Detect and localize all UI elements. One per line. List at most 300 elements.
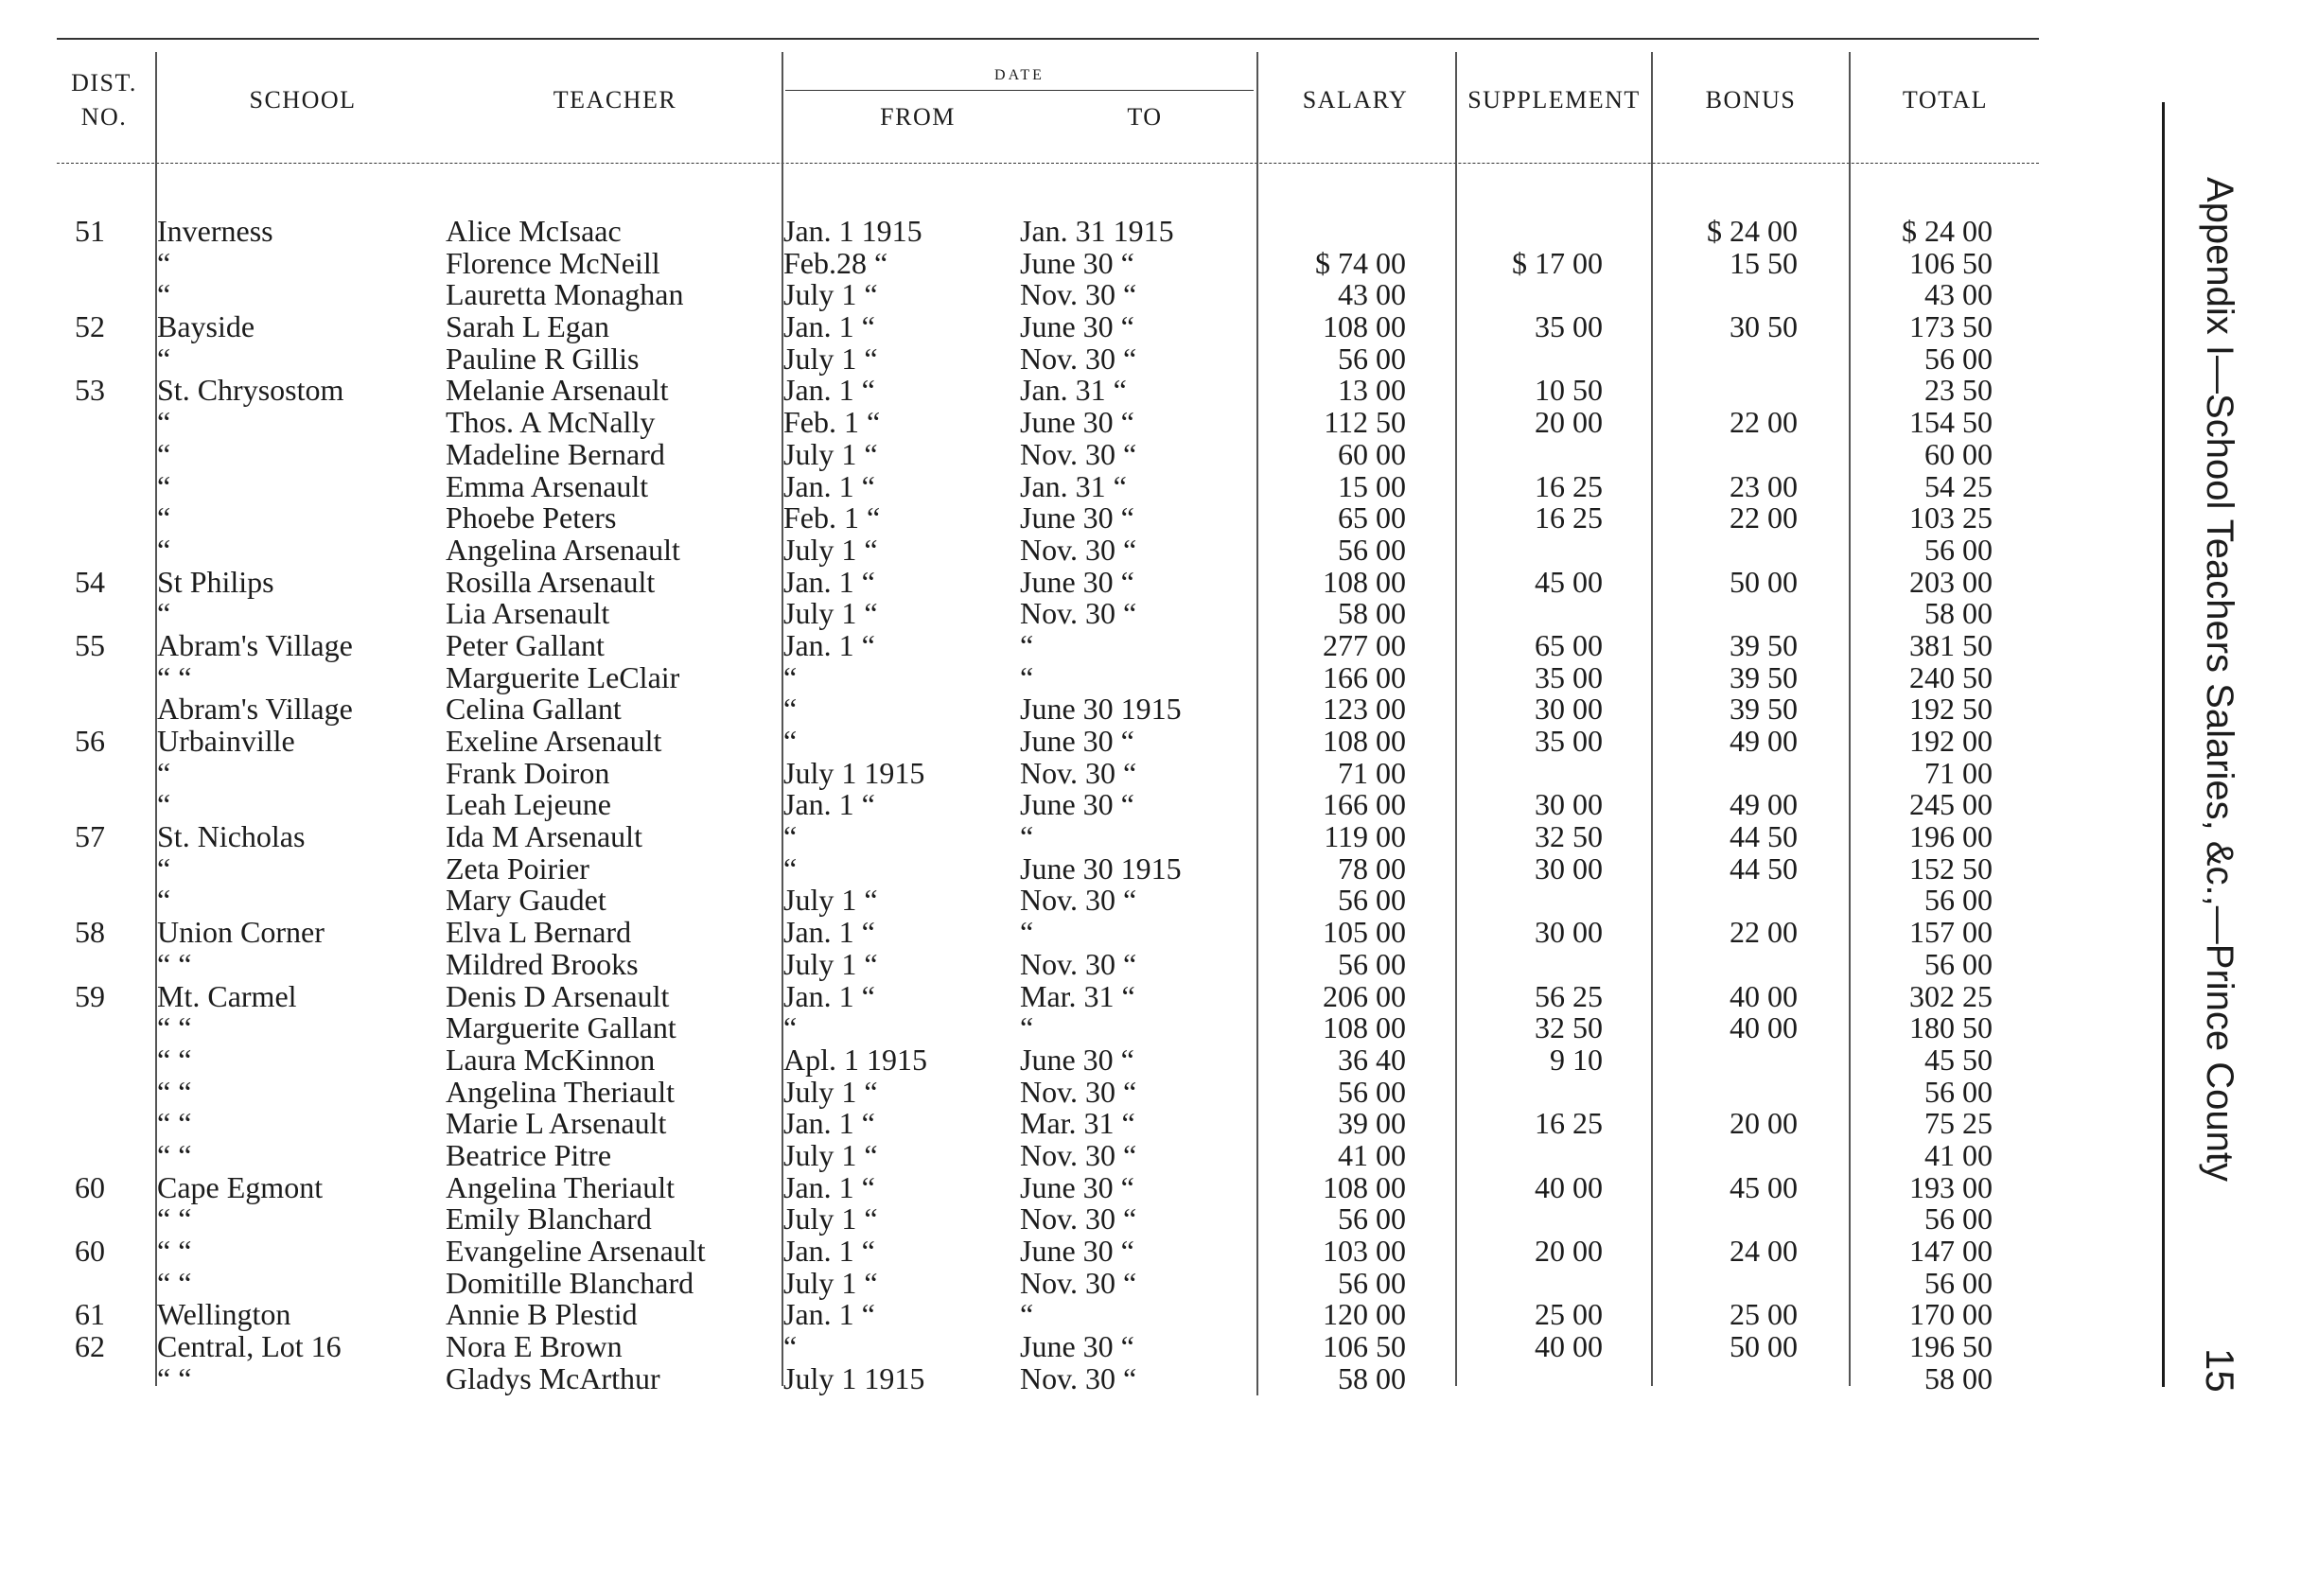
table-row [0,216,2301,248]
teacher-name: Leah Lejeune [446,787,611,822]
date-from: July 1 1915 [783,755,925,790]
salary-amount: 36 40 [1338,1042,1406,1077]
bonus-amount: 45 00 [1730,1169,1798,1204]
salary-amount: 105 00 [1323,915,1406,950]
header-school: SCHOOL [249,86,357,114]
salary-amount: 71 00 [1338,755,1406,790]
supplement-amount: 10 50 [1535,373,1603,408]
total-amount: 58 00 [1924,596,1993,631]
supplement-amount: 30 00 [1535,915,1603,950]
school-name: “ “ [157,1360,192,1395]
salary-amount: 56 00 [1338,341,1406,376]
bonus-amount: 49 00 [1730,724,1798,758]
table-row [0,853,2301,886]
date-to: June 30 1915 [1020,692,1182,727]
date-from: “ [783,659,798,694]
total-amount: 170 00 [1909,1297,1993,1332]
school-name: “ “ [157,1137,192,1172]
teacher-name: Denis D Arsenault [446,978,670,1013]
teacher-name: Madeline Bernard [446,436,665,471]
salary-table-body [0,216,2301,1394]
district-number: 54 [75,564,105,599]
teacher-name: Phoebe Peters [446,500,617,535]
total-amount: 43 00 [1924,277,1993,312]
school-name: Urbainville [157,724,295,758]
teacher-name: Elva L Bernard [446,915,632,950]
date-to: “ [1020,659,1034,694]
district-number: 61 [75,1297,105,1332]
date-to: Nov. 30 “ [1020,1074,1137,1109]
total-amount: 152 50 [1909,851,1993,886]
school-name: Bayside [157,309,255,344]
teacher-name: Marguerite LeClair [446,659,680,694]
school-name: St Philips [157,564,274,599]
supplement-amount: 30 00 [1535,851,1603,886]
supplement-amount: 32 50 [1535,1010,1603,1045]
date-to: Jan. 31 “ [1020,373,1127,408]
salary-amount: 108 00 [1323,724,1406,758]
date-to: Nov. 30 “ [1020,436,1137,471]
date-from: “ [783,851,798,886]
bonus-amount: 25 00 [1730,1297,1798,1332]
total-amount: 192 00 [1909,724,1993,758]
salary-amount: 41 00 [1338,1137,1406,1172]
table-row [0,343,2301,376]
teacher-name: Nora E Brown [446,1329,623,1364]
date-to: June 30 “ [1020,1234,1134,1268]
salary-amount: 56 00 [1338,1265,1406,1300]
total-amount: 103 25 [1909,500,1993,535]
supplement-amount: 35 00 [1535,309,1603,344]
supplement-amount: 20 00 [1535,1234,1603,1268]
salary-amount: 103 00 [1323,1234,1406,1268]
school-name: “ [157,532,171,567]
salary-amount: 108 00 [1323,1010,1406,1045]
table-row [0,245,2301,280]
teacher-name: Marie L Arsenault [446,1106,667,1141]
supplement-amount: 40 00 [1535,1169,1603,1204]
table-row [0,1169,2301,1204]
table-row [0,978,2301,1013]
school-name: Abram's Village [157,692,353,727]
total-amount: 23 50 [1924,373,1993,408]
date-from: Jan. 1 “ [783,309,875,344]
header-from: FROM [880,103,956,131]
header-bottom-rule [57,163,2039,164]
table-row [0,627,2301,662]
table-row [0,1236,2301,1268]
total-amount: 147 00 [1909,1234,1993,1268]
teacher-name: Pauline R Gillis [446,341,640,376]
total-amount: 203 00 [1909,564,1993,599]
date-to: Nov. 30 “ [1020,1201,1137,1236]
teacher-name: Laura McKinnon [446,1042,656,1077]
date-from: Jan. 1 “ [783,564,875,599]
bonus-amount: 44 50 [1730,851,1798,886]
supplement-amount: 45 00 [1535,564,1603,599]
school-name: “ “ [157,1234,192,1268]
bonus-amount: 22 00 [1730,405,1798,440]
date-to: June 30 1915 [1020,851,1182,886]
supplement-amount: 35 00 [1535,659,1603,694]
date-to: “ [1020,1297,1034,1332]
district-number: 59 [75,978,105,1013]
salary-amount: 119 00 [1324,819,1406,854]
bonus-amount: 39 50 [1730,692,1798,727]
bonus-amount: 39 50 [1730,627,1798,662]
salary-amount: 277 00 [1323,627,1406,662]
date-to: June 30 “ [1020,1042,1134,1077]
date-to: June 30 “ [1020,309,1134,344]
salary-amount: 56 00 [1338,532,1406,567]
table-row [0,755,2301,790]
school-name: “ “ [157,1201,192,1236]
date-from: Jan. 1 1915 [783,214,922,248]
table-row [0,1137,2301,1172]
date-to: “ [1020,819,1034,854]
supplement-amount: 20 00 [1535,405,1603,440]
bonus-amount: 49 00 [1730,787,1798,822]
teacher-name: Marguerite Gallant [446,1010,676,1045]
total-amount: 56 00 [1924,946,1993,981]
table-row [0,407,2301,439]
district-number: 57 [75,819,105,854]
school-name: Union Corner [157,915,325,950]
date-from: July 1 “ [783,1201,878,1236]
header-date: DATE [994,67,1045,83]
supplement-amount: 16 25 [1535,468,1603,503]
district-number: 60 [75,1234,105,1268]
bonus-amount: 24 00 [1730,1234,1798,1268]
date-from: Feb. 1 “ [783,405,881,440]
total-amount: 54 25 [1924,468,1993,503]
side-title: Appendix I—School Teachers Salaries, &c.,—Prince County [2199,177,2240,1183]
school-name: “ “ [157,1010,192,1045]
teacher-name: Emma Arsenault [446,468,649,503]
table-row [0,1044,2301,1077]
date-from: Jan. 1 “ [783,1169,875,1204]
school-name: Abram's Village [157,627,353,662]
total-amount: 196 50 [1909,1329,1993,1364]
bonus-amount: 23 00 [1730,468,1798,503]
bonus-amount: 39 50 [1730,659,1798,694]
date-to: Nov. 30 “ [1020,341,1137,376]
table-row [0,279,2301,311]
date-from: July 1 “ [783,1074,878,1109]
salary-amount: 56 00 [1338,946,1406,981]
header-salary: SALARY [1302,86,1409,114]
salary-amount: 206 00 [1323,978,1406,1013]
date-from: July 1 “ [783,341,878,376]
table-row [0,726,2301,758]
salary-amount: 166 00 [1323,787,1406,822]
table-row [0,1074,2301,1109]
table-row [0,821,2301,853]
school-name: “ “ [157,1265,192,1300]
school-name: “ “ [157,1042,192,1077]
school-name: “ [157,341,171,376]
district-number: 60 [75,1169,105,1204]
school-name: Wellington [157,1297,291,1332]
date-to: Mar. 31 “ [1020,978,1135,1013]
salary-amount: 108 00 [1323,564,1406,599]
date-from: July 1 “ [783,946,878,981]
date-to: June 30 “ [1020,500,1134,535]
date-to: Nov. 30 “ [1020,1137,1137,1172]
table-row [0,693,2301,726]
supplement-amount: $ 17 00 [1512,245,1603,280]
date-from: “ [783,1010,798,1045]
table-row [0,659,2301,694]
teacher-name: Mildred Brooks [446,946,639,981]
school-name: Inverness [157,214,273,248]
teacher-name: Lauretta Monaghan [446,277,684,312]
school-name: Mt. Carmel [157,978,297,1013]
salary-amount: 166 00 [1323,659,1406,694]
teacher-name: Angelina Theriault [446,1074,675,1109]
date-to: Nov. 30 “ [1020,532,1137,567]
salary-amount: 58 00 [1338,596,1406,631]
date-to: Nov. 30 “ [1020,1360,1137,1395]
salary-amount: 13 00 [1338,373,1406,408]
date-from: Jan. 1 “ [783,915,875,950]
date-from: July 1 “ [783,436,878,471]
teacher-name: Ida M Arsenault [446,819,642,854]
teacher-name: Celina Gallant [446,692,622,727]
total-amount: 71 00 [1924,755,1993,790]
table-row [0,917,2301,949]
salary-amount: 43 00 [1338,277,1406,312]
date-to: June 30 “ [1020,564,1134,599]
total-amount: 180 50 [1909,1010,1993,1045]
supplement-amount: 32 50 [1535,819,1603,854]
school-name: “ [157,500,171,535]
district-number: 56 [75,724,105,758]
date-from: Jan. 1 “ [783,1297,875,1332]
date-to: Jan. 31 1915 [1020,214,1174,248]
page-number: 15 [2198,1348,2242,1393]
supplement-amount: 16 25 [1535,1106,1603,1141]
header-total: TOTAL [1902,86,1989,114]
bonus-amount: 40 00 [1730,978,1798,1013]
teacher-name: Angelina Arsenault [446,532,680,567]
supplement-amount: 30 00 [1535,692,1603,727]
date-from: “ [783,724,798,758]
district-number: 52 [75,309,105,344]
total-amount: $ 24 00 [1902,214,1993,248]
table-row [0,502,2301,535]
date-to: June 30 “ [1020,724,1134,758]
total-amount: 56 00 [1924,1265,1993,1300]
school-name: “ [157,596,171,631]
salary-amount: 106 50 [1323,1329,1406,1364]
total-amount: 45 50 [1924,1042,1993,1077]
date-to: Nov. 30 “ [1020,946,1137,981]
bonus-amount: 30 50 [1730,309,1798,344]
total-amount: 173 50 [1909,309,1993,344]
date-from: July 1 “ [783,883,878,918]
table-row [0,1360,2301,1395]
date-to: Nov. 30 “ [1020,755,1137,790]
supplement-amount: 30 00 [1535,787,1603,822]
total-amount: 240 50 [1909,659,1993,694]
teacher-name: Exeline Arsenault [446,724,662,758]
date-to: “ [1020,627,1034,662]
teacher-name: Thos. A McNally [446,405,656,440]
total-amount: 56 00 [1924,1074,1993,1109]
side-rule [2162,102,2165,1387]
teacher-name: Mary Gaudet [446,883,606,918]
total-amount: 58 00 [1924,1360,1993,1395]
school-name: “ [157,405,171,440]
supplement-amount: 25 00 [1535,1297,1603,1332]
date-from: “ [783,692,798,727]
date-from: July 1 “ [783,1265,878,1300]
supplement-amount: 40 00 [1535,1329,1603,1364]
total-amount: 60 00 [1924,436,1993,471]
header-bonus: BONUS [1705,86,1797,114]
school-name: Cape Egmont [157,1169,324,1204]
date-from: July 1 “ [783,532,878,567]
date-to: Nov. 30 “ [1020,883,1137,918]
bonus-amount: $ 24 00 [1707,214,1798,248]
salary-amount: $ 74 00 [1315,245,1406,280]
date-to: Mar. 31 “ [1020,1106,1135,1141]
table-row [0,885,2301,917]
salary-amount: 60 00 [1338,436,1406,471]
date-from: Jan. 1 “ [783,468,875,503]
date-to: Jan. 31 “ [1020,468,1127,503]
school-name: “ [157,787,171,822]
teacher-name: Frank Doiron [446,755,610,790]
total-amount: 56 00 [1924,883,1993,918]
date-from: Feb.28 “ [783,245,888,280]
date-from: Jan. 1 “ [783,787,875,822]
date-from: Jan. 1 “ [783,373,875,408]
header-dist-no: DIST. NO. [71,69,137,131]
teacher-name: Angelina Theriault [446,1169,675,1204]
table-row [0,375,2301,407]
school-name: “ [157,468,171,503]
school-name: St. Chrysostom [157,373,344,408]
teacher-name: Beatrice Pitre [446,1137,612,1172]
salary-amount: 58 00 [1338,1360,1406,1395]
table-row [0,468,2301,503]
table-row [0,1012,2301,1044]
teacher-name: Emily Blanchard [446,1201,652,1236]
bonus-amount: 40 00 [1730,1010,1798,1045]
total-amount: 381 50 [1909,627,1993,662]
salary-amount: 108 00 [1323,1169,1406,1204]
date-to: Nov. 30 “ [1020,1265,1137,1300]
table-row [0,598,2301,630]
date-from: “ [783,819,798,854]
school-name: “ [157,436,171,471]
date-from: Feb. 1 “ [783,500,881,535]
school-name: “ [157,851,171,886]
district-number: 62 [75,1329,105,1364]
supplement-amount: 56 25 [1535,978,1603,1013]
table-row [0,946,2301,981]
school-name: “ “ [157,946,192,981]
teacher-name: Alice McIsaac [446,214,622,248]
header-teacher: TEACHER [553,86,677,114]
table-row [0,436,2301,471]
date-to: Nov. 30 “ [1020,596,1137,631]
teacher-name: Melanie Arsenault [446,373,669,408]
district-number: 53 [75,373,105,408]
date-from: Jan. 1 “ [783,627,875,662]
teacher-name: Lia Arsenault [446,596,610,631]
supplement-amount: 35 00 [1535,724,1603,758]
table-row [0,564,2301,599]
date-from: July 1 1915 [783,1360,925,1395]
school-name: “ [157,755,171,790]
date-to: June 30 “ [1020,245,1134,280]
school-name: “ [157,245,171,280]
top-rule [57,38,2039,40]
teacher-name: Rosilla Arsenault [446,564,656,599]
salary-amount: 123 00 [1323,692,1406,727]
date-from: “ [783,1329,798,1364]
total-amount: 56 00 [1924,532,1993,567]
table-row [0,1203,2301,1236]
school-name: “ “ [157,1074,192,1109]
date-to: June 30 “ [1020,1329,1134,1364]
salary-amount: 56 00 [1338,883,1406,918]
school-name: St. Nicholas [157,819,306,854]
salary-amount: 65 00 [1338,500,1406,535]
school-name: Central, Lot 16 [157,1329,342,1364]
salary-amount: 15 00 [1338,468,1406,503]
total-amount: 302 25 [1909,978,1993,1013]
total-amount: 75 25 [1924,1106,1993,1141]
school-name: “ “ [157,659,192,694]
teacher-name: Evangeline Arsenault [446,1234,706,1268]
teacher-name: Annie B Plestid [446,1297,638,1332]
total-amount: 245 00 [1909,787,1993,822]
bonus-amount: 22 00 [1730,500,1798,535]
header-supplement: SUPPLEMENT [1467,86,1641,114]
total-amount: 193 00 [1909,1169,1993,1204]
date-from: Jan. 1 “ [783,1106,875,1141]
date-to: “ [1020,915,1034,950]
table-row [0,1265,2301,1300]
school-name: “ “ [157,1106,192,1141]
table-row [0,1299,2301,1331]
supplement-amount: 65 00 [1535,627,1603,662]
date-from: Jan. 1 “ [783,978,875,1013]
bonus-amount: 50 00 [1730,564,1798,599]
bonus-amount: 20 00 [1730,1106,1798,1141]
date-from: July 1 “ [783,277,878,312]
total-amount: 154 50 [1909,405,1993,440]
total-amount: 56 00 [1924,341,1993,376]
district-number: 58 [75,915,105,950]
date-to: June 30 “ [1020,405,1134,440]
header-to: TO [1127,103,1163,131]
bonus-amount: 50 00 [1730,1329,1798,1364]
district-number: 55 [75,627,105,662]
salary-amount: 56 00 [1338,1074,1406,1109]
salary-amount: 39 00 [1338,1106,1406,1141]
date-to: “ [1020,1010,1034,1045]
bonus-amount: 22 00 [1730,915,1798,950]
table-row [0,311,2301,343]
total-amount: 41 00 [1924,1137,1993,1172]
salary-amount: 112 50 [1324,405,1406,440]
salary-amount: 120 00 [1323,1297,1406,1332]
